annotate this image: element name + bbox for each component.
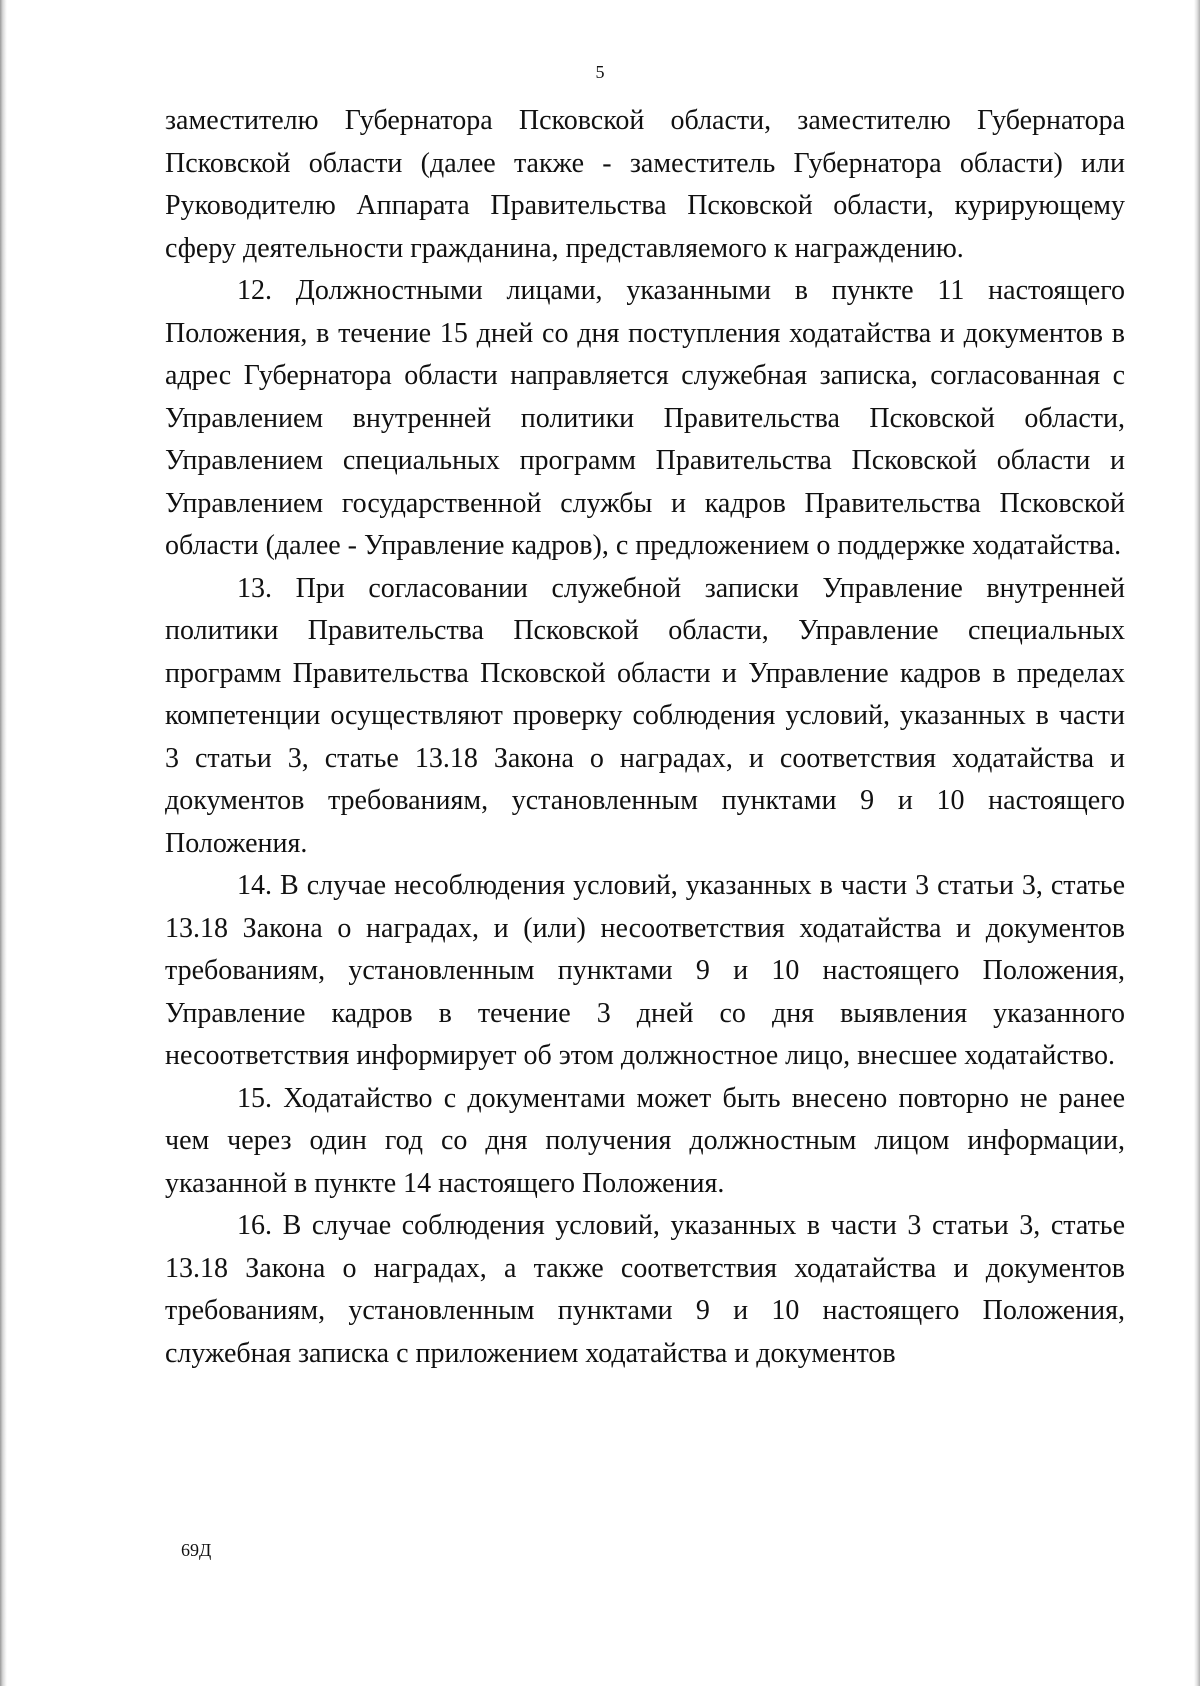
paragraph-12: 12. Должностными лицами, указанными в пункте 11 настоящего Положения, в течение 15 дней со дня поступления ходатайства и документов в адрес Губернатора области направляется служебная записка, согласованная с Управлением внутренней политики Правительства Псковской области, Управлением специальных программ Правительства Псковской области и Управлением государственной службы и кадров Правительства Псковской области (далее - Управление кадров), с предложением о поддержке ходатайства. — [165, 275, 1125, 561]
paragraph-continuation: заместителю Губернатора Псковской области, заместителю Губернатора Псковской области (далее также - заместитель Губернатора области) или Руководителю Аппарата Правительства Псковской области, курирующему сферу деятельности гражданина, представляемого к награждению. — [165, 105, 1125, 264]
paragraph-16: 16. В случае соблюдения условий, указанных в части 3 статьи 3, статье 13.18 Закона о наградах, а также соответствия ходатайства и документов требованиям, установленным пунктами 9 и 10 настоящего Положения, служебная записка с приложением ходатайства и документов — [165, 1210, 1125, 1369]
footer-document-code: 69Д — [181, 1540, 212, 1560]
page-number: 5 — [595, 62, 605, 82]
paragraph-14: 14. В случае несоблюдения условий, указанных в части 3 статьи 3, статье 13.18 Закона о наградах, и (или) несоответствия ходатайства и документов требованиям, установленным пунктами 9 и 10 настоящего Положения, Управление кадров в течение 3 дней со дня выявления указанного несоответствия информирует об этом должностное лицо, внесшее ходатайство. — [165, 870, 1125, 1071]
paragraph-13: 13. При согласовании служебной записки Управление внутренней политики Правительства Псковской области, Управление специальных программ Правительства Псковской области и Управление кадров в пределах компетенции осуществляют проверку соблюдения условий, указанных в части 3 статьи 3, статье 13.18 Закона о наградах, и соответствия ходатайства и документов требованиям, установленным пунктами 9 и 10 настоящего Положения. — [165, 572, 1125, 859]
scan-edge-left — [0, 0, 7, 1686]
document-body — [165, 100, 1125, 1375]
paragraph-15: 15. Ходатайство с документами может быть внесено повторно не ранее чем через один год со дня получения должностным лицом информации, указанной в пункте 14 настоящего Положения. — [165, 1082, 1125, 1199]
scan-edge-right — [1194, 0, 1200, 1686]
